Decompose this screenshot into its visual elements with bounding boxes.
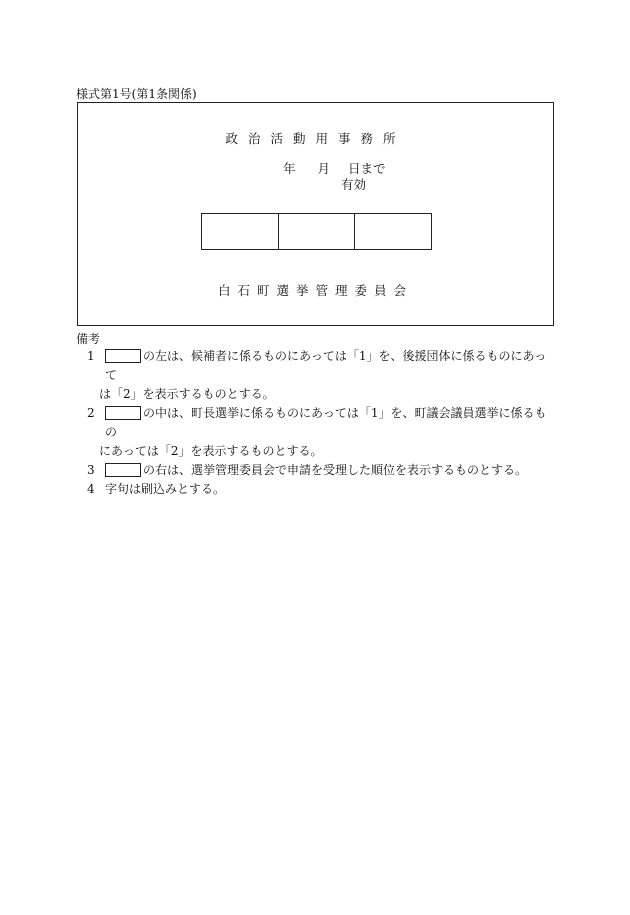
box-symbol — [105, 349, 141, 363]
note-number: 1 — [87, 349, 95, 363]
note-text: の右は、選挙管理委員会で申請を受理した順位を表示するものとする。 — [143, 463, 528, 477]
note-text-continued: にあっては「2」を表示するものとする。 — [99, 444, 323, 458]
notes-list — [87, 347, 557, 499]
note-number: 2 — [87, 406, 95, 420]
number-box-right — [355, 214, 431, 249]
validity-date-line — [283, 159, 386, 177]
note-text: の左は、候補者に係るものにあっては「1」を、後援団体に係るものにあって — [105, 349, 547, 382]
note-text-continued: は「2」を表示するものとする。 — [99, 387, 275, 401]
form-label: 様式第1号(第1条関係) — [76, 87, 197, 101]
committee-name: 白石町選挙管理委員会 — [217, 283, 413, 298]
note-item — [87, 480, 557, 499]
box-symbol — [105, 463, 141, 477]
validity-month: 月 — [317, 161, 331, 176]
note-text: 字句は刷込みとする。 — [105, 482, 226, 496]
note-item — [87, 347, 557, 404]
number-box-left — [202, 214, 279, 249]
number-boxes — [201, 213, 432, 250]
note-item — [87, 404, 557, 461]
note-text: の中は、町長選挙に係るものにあっては「1」を、町議会議員選挙に係るもの — [105, 406, 547, 439]
office-title: 政治活動用事務所 — [225, 131, 406, 146]
number-box-center — [279, 214, 356, 249]
validity-day-until: 日まで — [348, 161, 386, 176]
form-frame — [77, 102, 554, 326]
validity-year: 年 — [283, 161, 296, 176]
note-number: 4 — [87, 482, 95, 496]
validity-effective: 有効 — [341, 177, 367, 192]
box-symbol — [105, 406, 141, 420]
notes-heading: 備考 — [76, 332, 101, 346]
note-number: 3 — [87, 463, 95, 477]
note-item — [87, 461, 557, 480]
